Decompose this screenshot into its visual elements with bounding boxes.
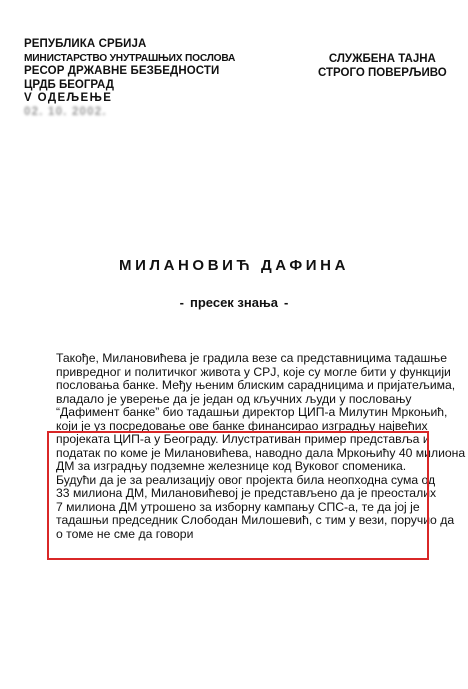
classification-strictly-confidential: СТРОГО ПОВЕРЉИВО bbox=[318, 67, 447, 79]
document-title: МИЛАНОВИЋ ДАФИНА bbox=[118, 257, 350, 274]
body-line: 33 милиона ДМ, Милановићевој је представљено да је преосталих bbox=[56, 486, 437, 500]
issuer-line-ministry: МИНИСТАРСТВО УНУТРАШЊИХ ПОСЛОВА bbox=[24, 52, 236, 64]
issuer-header bbox=[24, 38, 235, 120]
highlight-annotation-box bbox=[47, 431, 429, 560]
body-line: 7 милиона ДМ утрошено за изборну кампању СПС-а, те да јој је bbox=[56, 499, 420, 514]
body-line: Такође, Милановићева је градила везе са представницима тадашње bbox=[56, 351, 447, 365]
body-line: пројеката ЦИП-а у Београду. Илустративан пример представља и bbox=[56, 432, 430, 446]
issuer-line-department: РЕСОР ДРЖАВНЕ БЕЗБЕДНОСТИ bbox=[24, 65, 220, 78]
issuer-line-center: ЦРДБ БЕОГРАД bbox=[24, 78, 114, 91]
body-line: ДМ за изградњу подземне железнице код Вуковог споменика. bbox=[56, 459, 407, 473]
document-subtitle bbox=[0, 295, 468, 310]
issuer-line-republic: РЕПУБЛИКА СРБИЈА bbox=[24, 38, 147, 50]
body-line: о томе не сме да говори bbox=[56, 526, 194, 541]
classification-official-secret: СЛУЖБЕНА ТАЈНА bbox=[328, 53, 436, 65]
subtitle-dash-left: - bbox=[179, 295, 184, 310]
issuer-line-section: V ОДЕЉЕЊЕ bbox=[24, 92, 113, 105]
body-line: тадашњи председник Слободан Милошевић, с тим у вези, поручио да bbox=[56, 513, 455, 527]
body-line: податак по коме је Милановићева, наводно дала Мркоњићу 40 милиона bbox=[56, 445, 466, 460]
body-line: привредног и политичког живота у СРЈ, које су могле бити у функцији bbox=[56, 364, 451, 379]
body-line: “Дафимент банке” био тадашњи директор ЦИП-а Милутин Мркоњић, bbox=[56, 405, 448, 419]
subtitle-text: пресек знања bbox=[190, 295, 278, 310]
body-line: владало је уверење да је један од кључних људи у пословању bbox=[56, 391, 412, 406]
body-line: пословања банке. Међу њеним блиским сарадницима и пријатељима, bbox=[56, 378, 456, 392]
body-line: Будући да је за реализацију овог пројекта била неопходна сума од bbox=[56, 472, 436, 487]
document-date-redacted: 02. 10. 2002. bbox=[24, 105, 107, 118]
classification-header bbox=[318, 52, 447, 80]
body-line: који је уз посредовање ове банке финансирао изградњу највећих bbox=[56, 418, 428, 433]
subtitle-dash-right: - bbox=[284, 295, 289, 310]
